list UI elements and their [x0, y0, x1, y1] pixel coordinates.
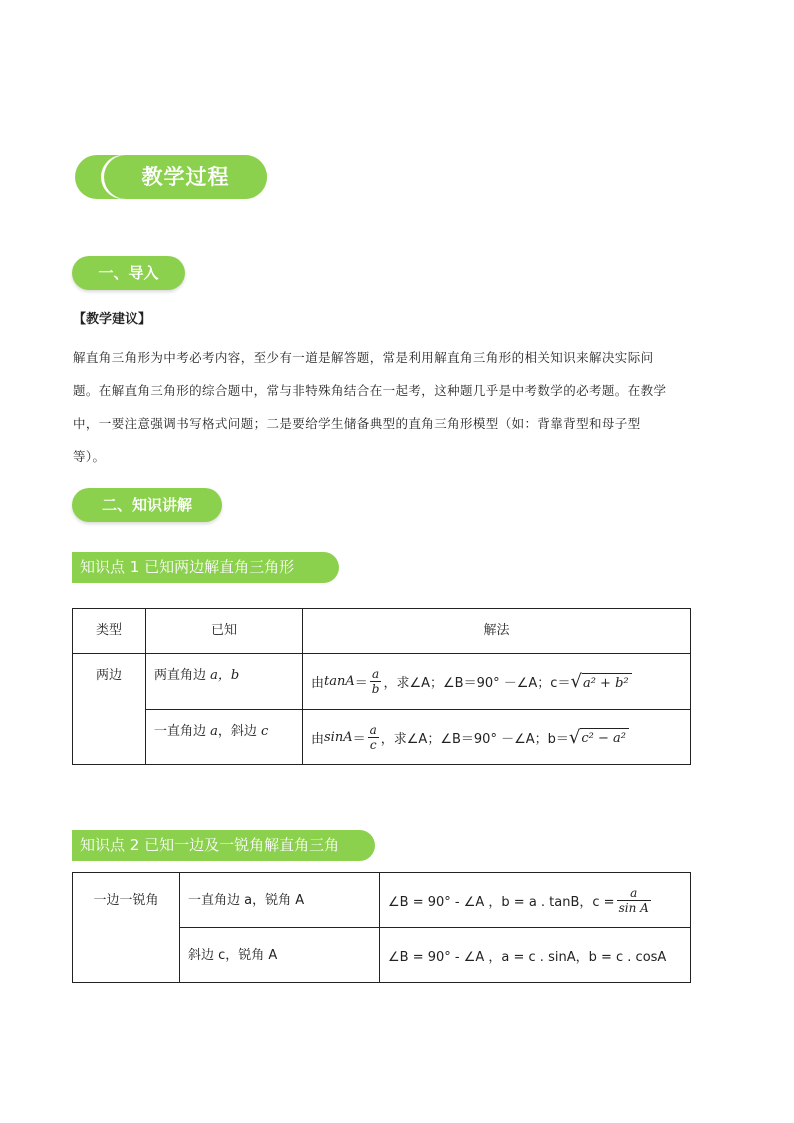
paragraph-line: 等）。 — [73, 449, 106, 464]
sqrt-symbol: √ — [570, 671, 582, 692]
formula-text: 由 — [311, 731, 325, 747]
formula-eq: ＝ — [354, 676, 368, 691]
formula-eq: ＝ — [352, 731, 366, 747]
known-cell — [146, 710, 303, 765]
radicand: c² − a² — [580, 728, 629, 746]
table-row — [73, 710, 691, 765]
knowledge-point-2-table — [72, 872, 691, 983]
method-cell — [303, 654, 691, 710]
fraction-numerator: a — [370, 667, 382, 682]
fraction-denominator: b — [371, 682, 380, 696]
known-text: 两直角边 — [154, 668, 211, 683]
table-row — [73, 873, 691, 928]
header-type: 类型 — [73, 609, 146, 654]
type-cell: 一边一锐角 — [73, 873, 180, 983]
known-var: a — [210, 724, 218, 739]
fraction — [370, 667, 382, 696]
formula-fn: tanA — [324, 674, 355, 689]
section-knowledge-heading: 二、知识讲解 — [72, 488, 222, 522]
formula-text: ，求∠A；∠B＝90° －∠A；c＝ — [383, 676, 571, 691]
fraction-denominator: c — [369, 737, 377, 752]
fraction — [368, 723, 379, 752]
knowledge-point-2-title: 知识点 2 已知一边及一锐角解直角三角 — [72, 830, 375, 861]
known-cell: 一直角边 a，锐角 A — [180, 873, 380, 928]
radicand: a² + b² — [582, 673, 632, 691]
known-cell — [146, 654, 303, 710]
formula-text: ∠B = 90° - ∠A ，b = a . tanB，c = — [388, 894, 615, 910]
fraction-denominator: sin A — [618, 900, 649, 915]
paragraph-line: 题。在解直角三角形的综合题中，常与非特殊角结合在一起考，这种题几乎是中考数学的必考题。在教学 — [73, 383, 667, 398]
formula-fn: sinA — [324, 729, 353, 745]
table-row — [73, 654, 691, 710]
formula-text: ，求∠A；∠B＝90° －∠A；b＝ — [380, 731, 569, 747]
known-cell: 斜边 c，锐角 A — [180, 928, 380, 983]
knowledge-point-1-table — [72, 608, 691, 765]
paragraph-line: 中，一要注意强调书写格式问题；二是要给学生储备典型的直角三角形模型（如：背靠背型和母子型 — [73, 416, 641, 431]
fraction-numerator: a — [369, 722, 377, 737]
teaching-suggestion-title: 【教学建议】 — [73, 312, 152, 327]
teaching-suggestion-paragraph — [73, 341, 723, 473]
table-header-row — [73, 609, 691, 654]
section-intro-heading: 一、导入 — [72, 256, 185, 290]
method-cell — [380, 928, 691, 983]
known-vars: a，b — [210, 668, 240, 683]
fraction — [617, 886, 651, 915]
known-text: 一直角边 — [154, 724, 211, 739]
formula-text: 由 — [311, 676, 325, 691]
method-cell — [380, 873, 691, 928]
fraction-numerator: a — [617, 886, 651, 901]
header-method: 解法 — [303, 609, 691, 654]
formula-text: ∠B = 90° - ∠A ，a = c . sinA，b = c . cosA — [388, 949, 667, 965]
known-var: c — [261, 724, 269, 739]
method-cell — [303, 710, 691, 765]
header-known: 已知 — [146, 609, 303, 654]
known-text: ，斜边 — [217, 724, 262, 739]
knowledge-point-1-title: 知识点 1 已知两边解直角三角形 — [72, 552, 339, 583]
page-title: 教学过程 — [141, 165, 230, 189]
paragraph-line: 解直角三角形为中考必考内容，至少有一道是解答题，常是利用解直角三角形的相关知识来解决实际问 — [73, 350, 654, 365]
type-cell: 两边 — [73, 654, 146, 765]
sqrt-symbol: √ — [568, 726, 581, 748]
